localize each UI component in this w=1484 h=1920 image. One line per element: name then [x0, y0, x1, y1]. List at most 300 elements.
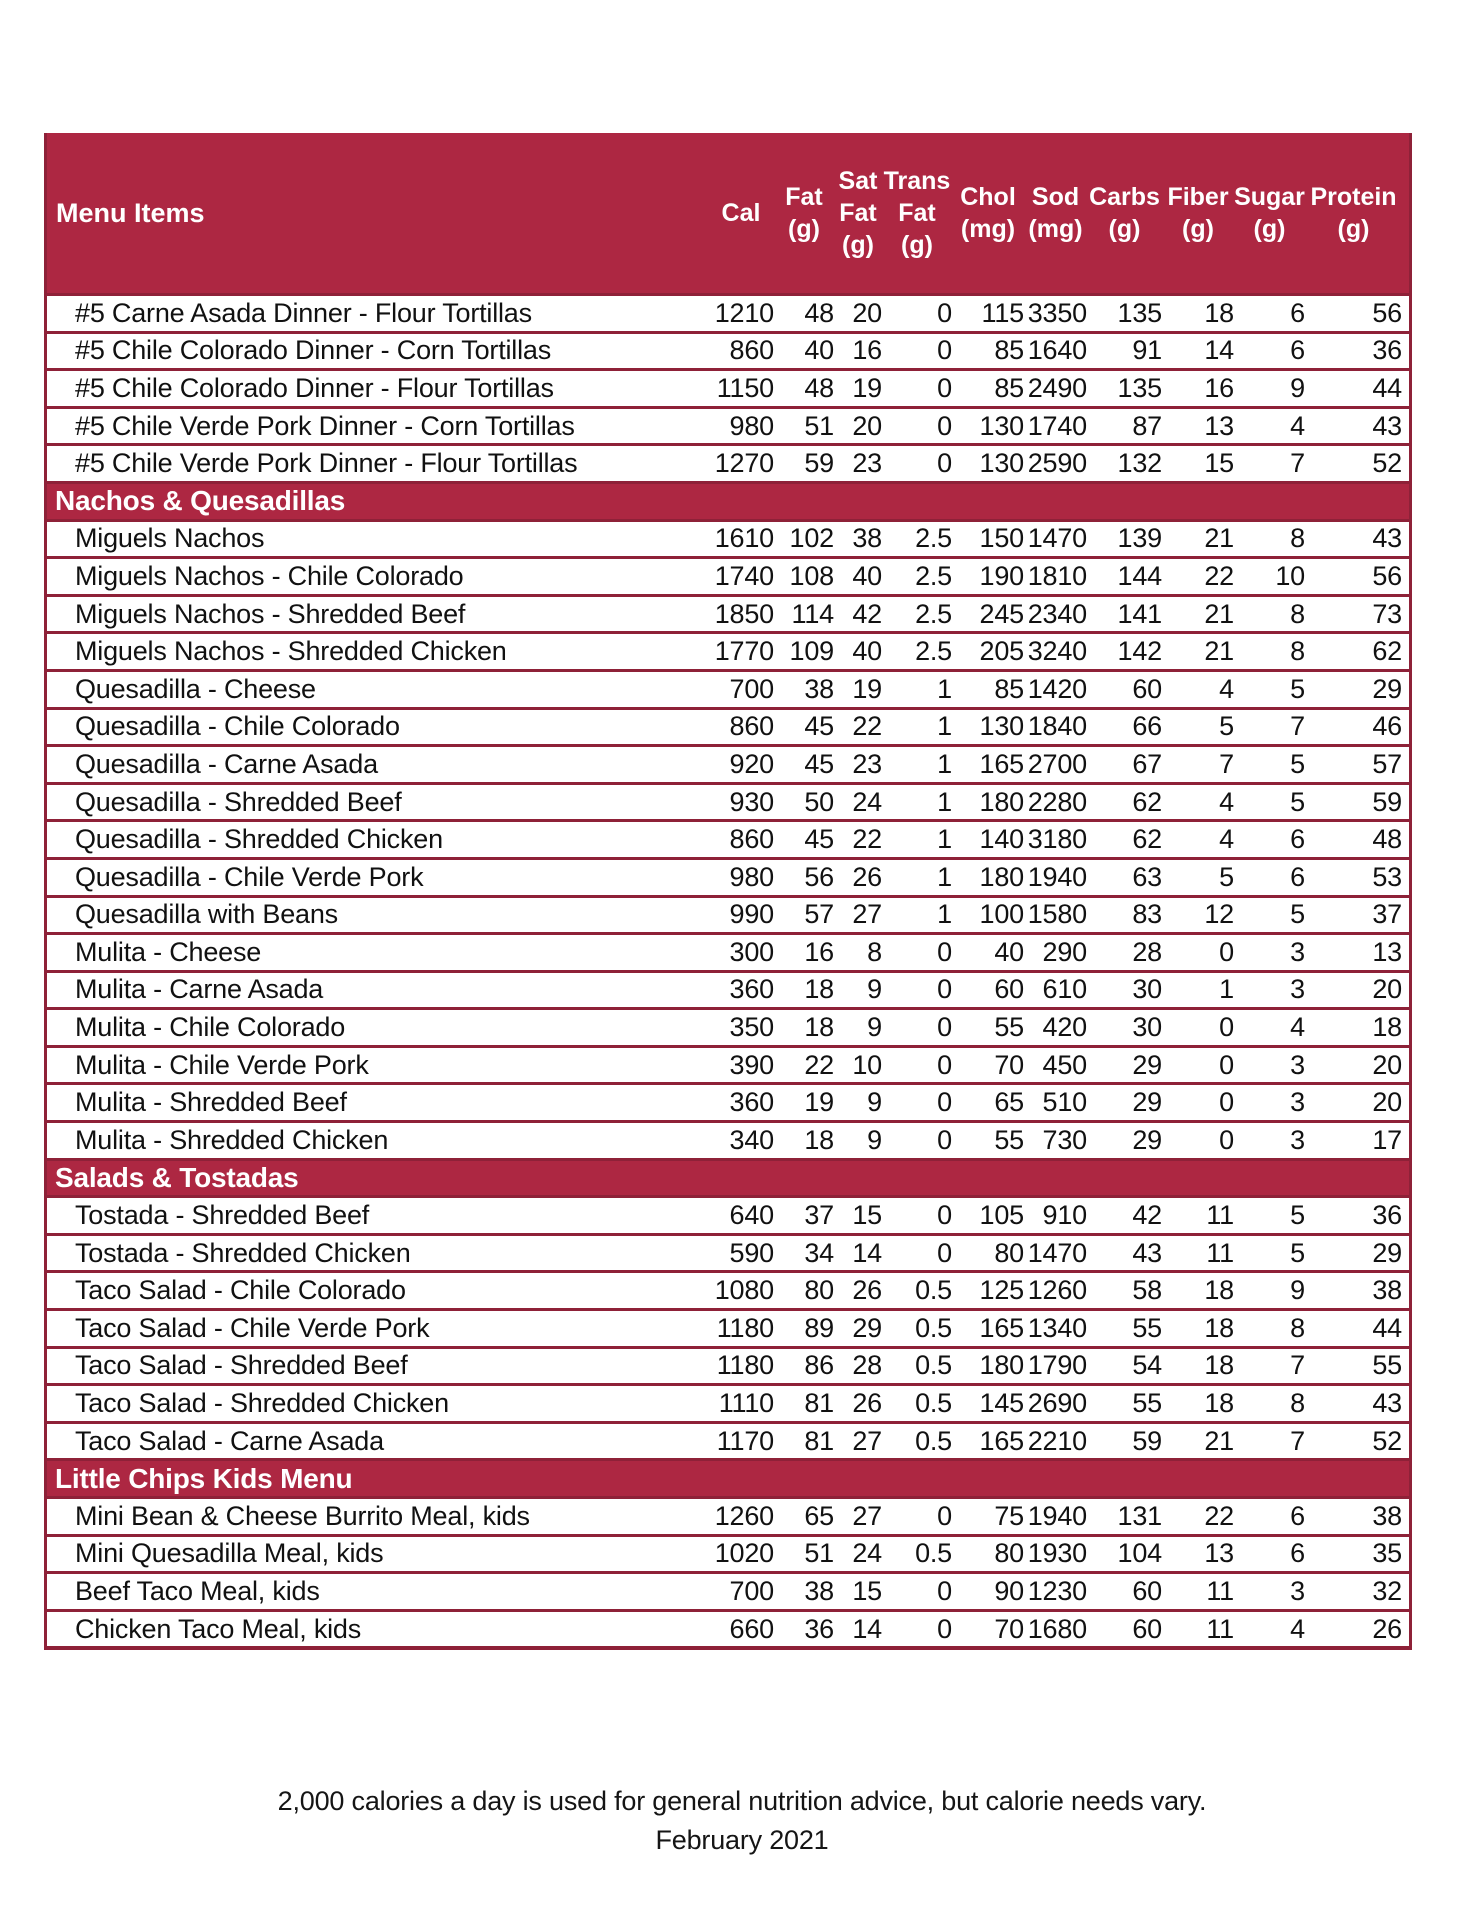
value-carbs: 104	[1117, 1538, 1162, 1569]
value-protein: 52	[1372, 1425, 1402, 1456]
table-row	[47, 669, 1409, 707]
value-carbs: 55	[1132, 1388, 1162, 1419]
menu-item-name: #5 Chile Colorado Dinner - Flour Tortillas	[75, 372, 554, 403]
value-cal: 360	[729, 974, 774, 1005]
value-sod: 1470	[1027, 1237, 1087, 1268]
value-fiber: 21	[1204, 523, 1234, 554]
value-chol: 130	[979, 448, 1024, 479]
value-sod: 2690	[1027, 1388, 1087, 1419]
value-sugar: 9	[1290, 372, 1305, 403]
value-cal: 590	[729, 1237, 774, 1268]
value-sugar: 3	[1290, 1575, 1305, 1606]
value-sat-fat: 29	[852, 1312, 882, 1343]
value-fiber: 11	[1206, 1200, 1234, 1231]
value-carbs: 42	[1132, 1200, 1162, 1231]
table-row	[47, 331, 1409, 369]
value-cal: 920	[729, 748, 774, 779]
value-trans-fat: 0	[937, 448, 952, 479]
value-protein: 56	[1372, 297, 1402, 328]
value-sat-fat: 42	[852, 598, 882, 629]
table-body	[47, 293, 1409, 1646]
value-trans-fat: 0.5	[915, 1538, 952, 1569]
menu-item-name: #5 Chile Verde Pork Dinner - Flour Tortillas	[75, 448, 578, 479]
value-carbs: 55	[1132, 1312, 1162, 1343]
value-sat-fat: 27	[852, 899, 882, 930]
value-chol: 85	[994, 372, 1024, 403]
value-carbs: 135	[1117, 372, 1162, 403]
value-sat-fat: 9	[867, 1087, 882, 1118]
value-trans-fat: 2.5	[915, 560, 952, 591]
value-fiber: 0	[1219, 1049, 1234, 1080]
menu-item-name: Taco Salad - Chile Verde Pork	[75, 1312, 430, 1343]
value-protein: 44	[1372, 372, 1402, 403]
value-cal: 660	[729, 1613, 774, 1644]
table-row	[47, 1120, 1409, 1158]
value-protein: 59	[1372, 786, 1402, 817]
value-sat-fat: 8	[867, 936, 882, 967]
value-cal: 1180	[716, 1350, 774, 1381]
value-sod: 510	[1042, 1087, 1087, 1118]
value-fiber: 11	[1206, 1575, 1234, 1606]
value-chol: 125	[979, 1275, 1024, 1306]
value-fiber: 12	[1204, 899, 1234, 930]
value-protein: 20	[1372, 1049, 1402, 1080]
value-sugar: 3	[1290, 936, 1305, 967]
value-sat-fat: 26	[852, 1275, 882, 1306]
value-cal: 990	[729, 899, 774, 930]
value-protein: 38	[1372, 1275, 1402, 1306]
value-sat-fat: 38	[852, 523, 882, 554]
menu-item-name: Quesadilla - Shredded Chicken	[75, 824, 443, 855]
value-trans-fat: 0.5	[915, 1275, 952, 1306]
value-cal: 1150	[716, 372, 774, 403]
value-sat-fat: 23	[852, 748, 882, 779]
value-fiber: 1	[1219, 974, 1234, 1005]
value-sugar: 5	[1290, 1200, 1305, 1231]
menu-item-name: Quesadilla with Beans	[75, 899, 338, 930]
value-sod: 420	[1042, 1012, 1087, 1043]
value-protein: 13	[1372, 936, 1402, 967]
value-cal: 860	[729, 711, 774, 742]
value-trans-fat: 0.5	[915, 1350, 952, 1381]
value-fat: 19	[804, 1087, 834, 1118]
value-sugar: 8	[1290, 523, 1305, 554]
menu-item-name: Taco Salad - Shredded Chicken	[75, 1388, 449, 1419]
value-sat-fat: 26	[852, 1388, 882, 1419]
value-chol: 130	[979, 711, 1024, 742]
value-carbs: 59	[1132, 1425, 1162, 1456]
value-sugar: 3	[1290, 1124, 1305, 1155]
value-carbs: 139	[1117, 523, 1162, 554]
value-chol: 70	[994, 1049, 1024, 1080]
value-trans-fat: 2.5	[915, 636, 952, 667]
value-sugar: 7	[1290, 1350, 1305, 1381]
table-row	[47, 1308, 1409, 1346]
value-sugar: 5	[1290, 748, 1305, 779]
menu-item-name: Tostada - Shredded Chicken	[75, 1237, 411, 1268]
nutrition-table	[44, 133, 1412, 1650]
value-sugar: 4	[1290, 410, 1305, 441]
value-trans-fat: 0	[937, 335, 952, 366]
value-sugar: 10	[1275, 560, 1305, 591]
value-cal: 1740	[714, 560, 774, 591]
menu-item-name: Mulita - Shredded Beef	[75, 1087, 347, 1118]
value-cal: 700	[729, 673, 774, 704]
value-trans-fat: 2.5	[915, 598, 952, 629]
value-sod: 1940	[1027, 1500, 1087, 1531]
value-sod: 2280	[1027, 786, 1087, 817]
table-row	[47, 1270, 1409, 1308]
value-sod: 610	[1042, 974, 1087, 1005]
table-row	[47, 707, 1409, 745]
value-sugar: 6	[1290, 297, 1305, 328]
value-trans-fat: 0	[937, 1087, 952, 1118]
value-cal: 1210	[714, 297, 774, 328]
table-row	[47, 895, 1409, 933]
value-sod: 730	[1042, 1124, 1087, 1155]
value-sugar: 8	[1290, 636, 1305, 667]
value-sat-fat: 19	[852, 372, 882, 403]
value-fat: 38	[804, 1575, 834, 1606]
value-fiber: 18	[1204, 297, 1234, 328]
value-sod: 3240	[1027, 636, 1087, 667]
table-row	[47, 970, 1409, 1008]
table-row	[47, 556, 1409, 594]
column-header-sat-fat: Sat Fat (g)	[838, 167, 878, 259]
value-carbs: 62	[1132, 786, 1162, 817]
value-carbs: 66	[1132, 711, 1162, 742]
menu-item-name: Mini Bean & Cheese Burrito Meal, kids	[75, 1500, 530, 1531]
value-protein: 20	[1372, 974, 1402, 1005]
value-fat: 80	[804, 1275, 834, 1306]
value-fat: 51	[804, 1538, 834, 1569]
table-row	[47, 631, 1409, 669]
value-carbs: 29	[1132, 1087, 1162, 1118]
value-sat-fat: 9	[867, 1012, 882, 1043]
value-protein: 18	[1372, 1012, 1402, 1043]
value-sat-fat: 16	[852, 335, 882, 366]
value-sat-fat: 10	[852, 1049, 882, 1080]
value-fat: 40	[804, 335, 834, 366]
value-sugar: 6	[1290, 335, 1305, 366]
value-cal: 1850	[714, 598, 774, 629]
table-row	[47, 293, 1409, 331]
value-chol: 205	[979, 636, 1024, 667]
table-row	[47, 1045, 1409, 1083]
value-sat-fat: 15	[852, 1575, 882, 1606]
table-row	[47, 368, 1409, 406]
column-header-sugar: Sugar (g)	[1234, 183, 1305, 243]
value-protein: 43	[1372, 1388, 1402, 1419]
value-sod: 2210	[1027, 1425, 1087, 1456]
menu-item-name: Miguels Nachos	[75, 523, 265, 554]
value-sod: 2340	[1027, 598, 1087, 629]
value-sugar: 8	[1290, 1388, 1305, 1419]
value-protein: 73	[1372, 598, 1402, 629]
value-protein: 57	[1372, 748, 1402, 779]
value-chol: 55	[994, 1012, 1024, 1043]
value-trans-fat: 0	[937, 974, 952, 1005]
value-sod: 1640	[1027, 335, 1087, 366]
column-header-trans-fat: Trans Fat (g)	[883, 167, 951, 259]
value-fiber: 0	[1219, 936, 1234, 967]
table-header-row	[47, 133, 1409, 293]
value-protein: 43	[1372, 410, 1402, 441]
value-sod: 290	[1042, 936, 1087, 967]
value-chol: 180	[979, 1350, 1024, 1381]
value-trans-fat: 0	[937, 1575, 952, 1606]
section-header: Little Chips Kids Menu	[47, 1458, 1409, 1496]
table-row	[47, 1571, 1409, 1609]
table-row	[47, 1421, 1409, 1459]
value-sugar: 7	[1290, 1425, 1305, 1456]
value-carbs: 54	[1132, 1350, 1162, 1381]
value-sat-fat: 26	[852, 861, 882, 892]
value-sugar: 6	[1290, 861, 1305, 892]
value-protein: 43	[1372, 523, 1402, 554]
value-trans-fat: 0	[937, 372, 952, 403]
value-protein: 44	[1372, 1312, 1402, 1343]
menu-item-name: Miguels Nachos - Chile Colorado	[75, 560, 464, 591]
value-trans-fat: 0	[937, 1049, 952, 1080]
value-chol: 80	[994, 1538, 1024, 1569]
value-chol: 165	[979, 1425, 1024, 1456]
value-sod: 2590	[1027, 448, 1087, 479]
value-cal: 1270	[714, 448, 774, 479]
menu-item-name: Mulita - Chile Colorado	[75, 1012, 346, 1043]
value-sod: 1810	[1027, 560, 1087, 591]
value-cal: 1260	[714, 1500, 774, 1531]
value-cal: 860	[729, 824, 774, 855]
table-row	[47, 443, 1409, 481]
value-carbs: 30	[1132, 1012, 1162, 1043]
value-fat: 50	[804, 786, 834, 817]
value-fiber: 18	[1204, 1350, 1234, 1381]
footer-date: February 2021	[655, 1825, 829, 1855]
value-fiber: 21	[1204, 598, 1234, 629]
value-protein: 53	[1372, 861, 1402, 892]
value-cal: 1170	[716, 1425, 774, 1456]
value-fat: 45	[804, 711, 834, 742]
value-fat: 102	[789, 523, 834, 554]
value-sat-fat: 24	[852, 1538, 882, 1569]
menu-item-name: Mulita - Cheese	[75, 936, 262, 967]
value-chol: 165	[979, 1312, 1024, 1343]
value-trans-fat: 0.5	[915, 1312, 952, 1343]
value-carbs: 43	[1132, 1237, 1162, 1268]
value-sugar: 7	[1290, 448, 1305, 479]
value-sat-fat: 9	[867, 1124, 882, 1155]
value-sugar: 5	[1290, 1237, 1305, 1268]
value-sugar: 8	[1290, 1312, 1305, 1343]
value-fiber: 15	[1204, 448, 1234, 479]
value-chol: 130	[979, 410, 1024, 441]
value-fat: 109	[789, 636, 834, 667]
value-carbs: 62	[1132, 824, 1162, 855]
value-fat: 18	[804, 1012, 834, 1043]
footer-disclaimer: 2,000 calories a day is used for general nutrition advice, but calorie needs vary.	[277, 1786, 1207, 1816]
value-fiber: 13	[1204, 1538, 1234, 1569]
menu-item-name: Miguels Nachos - Shredded Beef	[75, 598, 466, 629]
value-sat-fat: 20	[852, 410, 882, 441]
column-header-carbs: Carbs (g)	[1089, 183, 1160, 243]
value-chol: 150	[979, 523, 1024, 554]
value-fiber: 21	[1204, 1425, 1234, 1456]
value-sat-fat: 15	[852, 1200, 882, 1231]
value-carbs: 141	[1117, 598, 1162, 629]
value-fiber: 13	[1204, 410, 1234, 441]
table-row	[47, 1496, 1409, 1534]
value-chol: 165	[979, 748, 1024, 779]
value-chol: 100	[979, 899, 1024, 930]
value-trans-fat: 1	[937, 899, 952, 930]
value-fat: 48	[804, 297, 834, 328]
table-row	[47, 819, 1409, 857]
value-fat: 89	[804, 1312, 834, 1343]
value-fiber: 4	[1219, 786, 1234, 817]
table-row	[47, 594, 1409, 632]
value-carbs: 28	[1132, 936, 1162, 967]
menu-item-name: Quesadilla - Cheese	[75, 673, 316, 704]
value-protein: 48	[1372, 824, 1402, 855]
table-row	[47, 1082, 1409, 1120]
value-fiber: 11	[1206, 1237, 1234, 1268]
value-sat-fat: 40	[852, 636, 882, 667]
value-trans-fat: 0	[937, 297, 952, 328]
value-carbs: 144	[1117, 560, 1162, 591]
value-chol: 90	[994, 1575, 1024, 1606]
value-sat-fat: 24	[852, 786, 882, 817]
value-carbs: 131	[1117, 1500, 1162, 1531]
value-sod: 910	[1042, 1200, 1087, 1231]
column-header-cal: Cal	[721, 199, 761, 227]
value-protein: 36	[1372, 335, 1402, 366]
value-chol: 40	[994, 936, 1024, 967]
menu-item-name: Chicken Taco Meal, kids	[75, 1613, 362, 1644]
column-header-sod: Sod (mg)	[1028, 183, 1083, 243]
value-fat: 48	[804, 372, 834, 403]
value-fat: 18	[804, 1124, 834, 1155]
value-sod: 1580	[1027, 899, 1087, 930]
value-trans-fat: 1	[937, 824, 952, 855]
value-protein: 56	[1372, 560, 1402, 591]
value-trans-fat: 0.5	[915, 1388, 952, 1419]
value-protein: 26	[1372, 1613, 1402, 1644]
value-carbs: 30	[1132, 974, 1162, 1005]
value-trans-fat: 2.5	[915, 523, 952, 554]
column-header-protein: Protein (g)	[1310, 183, 1397, 243]
value-carbs: 91	[1132, 335, 1162, 366]
value-trans-fat: 1	[937, 673, 952, 704]
value-protein: 35	[1372, 1538, 1402, 1569]
value-sod: 2700	[1027, 748, 1087, 779]
value-sat-fat: 14	[852, 1613, 882, 1644]
value-protein: 37	[1372, 899, 1402, 930]
value-sat-fat: 9	[867, 974, 882, 1005]
value-chol: 65	[994, 1087, 1024, 1118]
menu-item-name: Mulita - Carne Asada	[75, 974, 324, 1005]
menu-item-name: Taco Salad - Shredded Beef	[75, 1350, 408, 1381]
menu-item-name: #5 Chile Verde Pork Dinner - Corn Tortillas	[75, 410, 575, 441]
value-sod: 1940	[1027, 861, 1087, 892]
value-sat-fat: 23	[852, 448, 882, 479]
value-carbs: 29	[1132, 1049, 1162, 1080]
value-cal: 340	[729, 1124, 774, 1155]
value-carbs: 67	[1132, 748, 1162, 779]
value-sod: 1340	[1027, 1312, 1087, 1343]
value-sugar: 5	[1290, 899, 1305, 930]
value-trans-fat: 1	[937, 748, 952, 779]
value-sat-fat: 22	[852, 824, 882, 855]
value-chol: 145	[979, 1388, 1024, 1419]
table-row	[47, 1383, 1409, 1421]
value-protein: 46	[1372, 711, 1402, 742]
value-sat-fat: 27	[852, 1425, 882, 1456]
column-header-fat: Fat (g)	[785, 183, 823, 243]
value-sugar: 6	[1290, 824, 1305, 855]
footer	[0, 1782, 1484, 1860]
value-chol: 140	[979, 824, 1024, 855]
value-cal: 1770	[714, 636, 774, 667]
value-cal: 1110	[718, 1388, 774, 1419]
value-fat: 37	[804, 1200, 834, 1231]
value-protein: 62	[1372, 636, 1402, 667]
value-sod: 3180	[1027, 824, 1087, 855]
value-protein: 36	[1372, 1200, 1402, 1231]
value-sod: 1790	[1027, 1350, 1087, 1381]
value-fat: 36	[804, 1613, 834, 1644]
menu-item-name: Mulita - Shredded Chicken	[75, 1124, 389, 1155]
value-protein: 52	[1372, 448, 1402, 479]
value-chol: 75	[994, 1500, 1024, 1531]
value-fiber: 18	[1204, 1275, 1234, 1306]
value-fat: 59	[804, 448, 834, 479]
value-fiber: 11	[1206, 1613, 1234, 1644]
value-protein: 38	[1372, 1500, 1402, 1531]
value-chol: 115	[981, 297, 1024, 328]
value-chol: 70	[994, 1613, 1024, 1644]
table-row	[47, 1233, 1409, 1271]
value-carbs: 60	[1132, 673, 1162, 704]
value-trans-fat: 0	[937, 1200, 952, 1231]
value-carbs: 132	[1117, 448, 1162, 479]
value-chol: 80	[994, 1237, 1024, 1268]
value-fat: 22	[804, 1049, 834, 1080]
value-chol: 85	[994, 673, 1024, 704]
value-sugar: 3	[1290, 1049, 1305, 1080]
value-chol: 55	[994, 1124, 1024, 1155]
table-row	[47, 519, 1409, 557]
value-fat: 81	[804, 1425, 834, 1456]
value-carbs: 87	[1132, 410, 1162, 441]
value-sugar: 3	[1290, 1087, 1305, 1118]
value-sugar: 5	[1290, 673, 1305, 704]
value-sat-fat: 22	[852, 711, 882, 742]
value-fiber: 4	[1219, 673, 1234, 704]
value-sod: 450	[1042, 1049, 1087, 1080]
value-carbs: 29	[1132, 1124, 1162, 1155]
value-sod: 1260	[1027, 1275, 1087, 1306]
menu-item-name: Mulita - Chile Verde Pork	[75, 1049, 369, 1080]
value-fat: 51	[804, 410, 834, 441]
value-cal: 700	[729, 1575, 774, 1606]
value-protein: 32	[1372, 1575, 1402, 1606]
value-trans-fat: 0	[937, 410, 952, 441]
menu-item-name: #5 Carne Asada Dinner - Flour Tortillas	[75, 297, 532, 328]
value-cal: 640	[729, 1200, 774, 1231]
value-sod: 1230	[1027, 1575, 1087, 1606]
table-row	[47, 744, 1409, 782]
